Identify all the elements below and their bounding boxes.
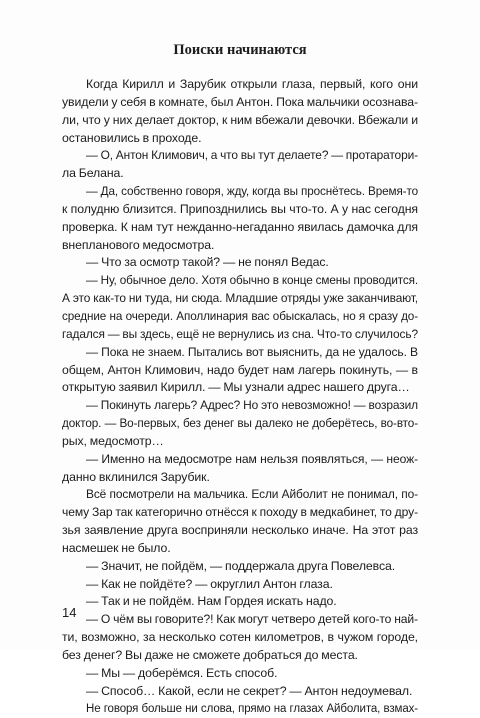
- text-line: — Да, собственно говоря, жду, когда вы проснётесь. Время-то: [86, 185, 418, 199]
- text-line: внепланового медосмотра.: [62, 237, 215, 252]
- chapter-title: Поиски начинаются: [173, 42, 307, 58]
- text-line: насмешек не было.: [62, 540, 171, 555]
- text-line: — Как не пойдёте? — округлил Антон глаза.: [86, 576, 333, 591]
- text-line: средние на очереди. Аполлинария вас обыскалась, но я сразу до-: [62, 309, 418, 323]
- text-line: рых, медосмотр…: [62, 433, 164, 448]
- text-line: остановились в проходе.: [62, 130, 202, 145]
- text-line: А это как-то ни туда, ни сюда. Младшие отряды уже заканчивают,: [62, 291, 418, 306]
- text-line: общем, Антон Климович, надо будет нам лагерь покинуть, — в: [62, 362, 418, 377]
- text-line: — Пока не знаем. Пытались вот выяснить, да не удалось. В: [86, 344, 418, 359]
- text-line: ли, что у них делает доктор, к ним вбежали девочки. Вбежали и: [62, 112, 418, 127]
- text-line: без денег? Вы даже не сможете добраться до места.: [62, 648, 358, 662]
- text-line: гадался — вы здесь, ещё не вернулись из сна. Что-то случилось?: [62, 326, 418, 341]
- text-line: ла Белана.: [62, 166, 124, 181]
- text-line: — Способ… Какой, если не секрет? — Антон недоумевал.: [86, 683, 413, 698]
- text-line: Не говоря больше ни слова, прямо на глазах Айболита, взмах-: [86, 702, 418, 715]
- text-line: ти, возможно, за несколько сотен километров, в чужом городе,: [62, 630, 418, 645]
- text-line: — Так и не пойдём. Нам Гордея искать надо.: [86, 594, 337, 609]
- body-text: [62, 76, 418, 718]
- text-line: доктор. — Во-первых, без денег вы далеко не доберётесь, во-вто-: [62, 417, 418, 431]
- text-line: к полудню близится. Припозднились вы что-то. А у нас сегодня: [62, 201, 418, 216]
- text-line: открытую заявил Кирилл. — Мы узнали адрес нашего друга…: [62, 380, 410, 395]
- text-line: — Что за осмотр такой? — не понял Ведас.: [86, 255, 329, 270]
- text-line: увидели у себя в комнате, был Антон. Пока мальчики осознава-: [62, 94, 418, 109]
- text-line: — Ну, обычное дело. Хотя обычно в конце смены проводится.: [86, 274, 418, 288]
- text-line: Всё посмотрели на мальчика. Если Айболит не понимал, по-: [86, 487, 418, 502]
- page-number: 14: [62, 605, 77, 620]
- text-line: зья заявление друга восприняли несколько иначе. На этот раз: [62, 523, 418, 538]
- text-line: проверка. К нам тут нежданно-негаданно явилась дамочка для: [62, 219, 418, 234]
- text-line: — О, Антон Климович, а что вы тут делаете? — протаратори-: [86, 148, 418, 163]
- text-line: Когда Кирилл и Зарубик открыли глаза, первый, кого они: [86, 77, 418, 91]
- text-line: чему Зар так категорично отнёсся к походу в медкабинет, то дру-: [62, 505, 418, 520]
- text-line: данно вклинился Зарубик.: [62, 469, 210, 484]
- text-line: — Мы — доберёмся. Есть способ.: [86, 665, 278, 680]
- text-line: — О чём вы говорите?! Как могут четверо детей кого-то най-: [86, 612, 418, 627]
- text-line: — Значит, не пойдём, — поддержала друга Повелевса.: [86, 558, 396, 573]
- text-line: — Покинуть лагерь? Адрес? Но это невозможно! — возразил: [86, 398, 418, 413]
- text-line: — Именно на медосмотре нам нельзя появляться, — неож-: [86, 451, 418, 466]
